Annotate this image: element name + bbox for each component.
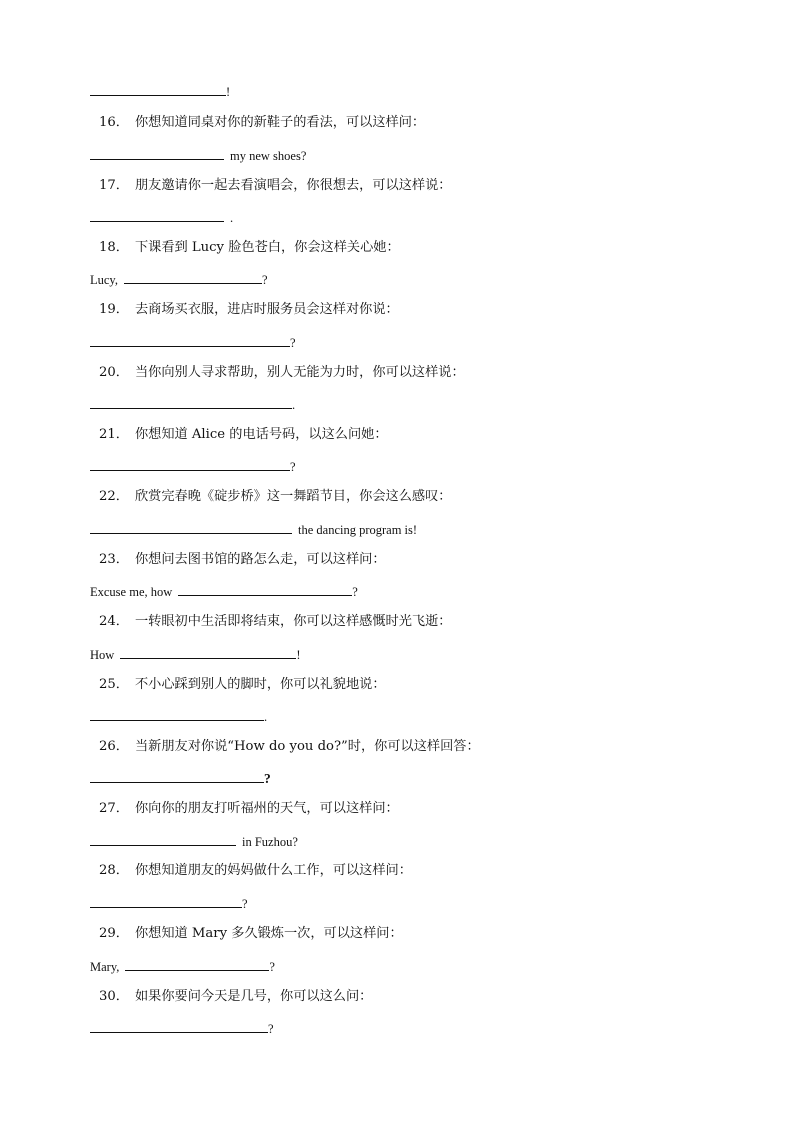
answer-line-17 bbox=[90, 208, 233, 226]
question-30 bbox=[99, 988, 372, 1006]
question-number: 18． bbox=[99, 240, 129, 255]
question-21 bbox=[99, 426, 388, 444]
answer-line-18 bbox=[90, 270, 268, 288]
question-number: 29． bbox=[99, 926, 129, 941]
question-28 bbox=[99, 862, 412, 880]
answer-blank[interactable] bbox=[90, 146, 224, 160]
question-text: 你想知道 Alice 的电话号码，以这么问她： bbox=[134, 427, 388, 442]
answer-suffix: my new shoes? bbox=[230, 149, 307, 163]
question-26 bbox=[99, 738, 480, 756]
answer-blank[interactable] bbox=[90, 707, 264, 721]
question-29 bbox=[99, 925, 403, 943]
question-number: 28． bbox=[99, 863, 129, 878]
question-number: 26． bbox=[99, 739, 129, 754]
answer-line-27 bbox=[90, 832, 298, 850]
answer-suffix: . bbox=[264, 710, 268, 724]
question-text: 当你向别人寻求帮助，别人无能为力时，你可以这样说： bbox=[134, 365, 465, 380]
answer-suffix: ? bbox=[290, 460, 296, 474]
answer-line-22 bbox=[90, 520, 417, 538]
answer-suffix: in Fuzhou? bbox=[242, 835, 298, 849]
answer-suffix: ! bbox=[296, 648, 301, 662]
question-number: 20． bbox=[99, 365, 129, 380]
answer-line-23 bbox=[90, 582, 358, 600]
question-number: 21． bbox=[99, 427, 129, 442]
question-text: 朋友邀请你一起去看演唱会，你很想去，可以这样说： bbox=[134, 178, 452, 193]
question-number: 27． bbox=[99, 801, 129, 816]
question-text: 你想问去图书馆的路怎么走，可以这样问： bbox=[134, 552, 386, 567]
question-text: 下课看到 Lucy 脸色苍白，你会这样关心她： bbox=[134, 240, 400, 255]
answer-blank[interactable] bbox=[90, 769, 264, 783]
answer-blank[interactable] bbox=[178, 582, 352, 596]
question-text: 你想知道 Mary 多久锻炼一次，可以这样问： bbox=[134, 926, 403, 941]
question-text: 欣赏完春晚《碇步桥》这一舞蹈节目，你会这么感叹： bbox=[134, 489, 452, 504]
answer-prefix: Lucy, bbox=[90, 273, 118, 287]
question-text: 去商场买衣服，进店时服务员会这样对你说： bbox=[134, 302, 399, 317]
answer-blank[interactable] bbox=[90, 457, 290, 471]
answer-line-29 bbox=[90, 957, 275, 975]
question-20 bbox=[99, 364, 465, 382]
answer-line-21 bbox=[90, 457, 296, 475]
question-number: 23． bbox=[99, 552, 129, 567]
answer-suffix: ? bbox=[242, 897, 248, 911]
question-text: 你想知道朋友的妈妈做什么工作，可以这样问： bbox=[134, 863, 412, 878]
question-19 bbox=[99, 301, 399, 319]
question-25 bbox=[99, 676, 386, 694]
answer-suffix: ? bbox=[269, 960, 275, 974]
question-number: 30． bbox=[99, 989, 129, 1004]
answer-blank[interactable] bbox=[90, 894, 242, 908]
answer-blank[interactable] bbox=[90, 520, 292, 534]
answer-suffix: . bbox=[292, 398, 296, 412]
answer-prefix: How bbox=[90, 648, 115, 662]
question-number: 24． bbox=[99, 614, 129, 629]
answer-line-20 bbox=[90, 395, 295, 413]
question-number: 16． bbox=[99, 115, 129, 130]
question-23 bbox=[99, 551, 386, 569]
question-text: 不小心踩到别人的脚时，你可以礼貌地说： bbox=[134, 677, 386, 692]
question-18 bbox=[99, 239, 400, 257]
answer-blank[interactable] bbox=[90, 82, 226, 96]
answer-suffix: . bbox=[230, 211, 234, 225]
question-number: 22． bbox=[99, 489, 129, 504]
answer-prefix: Excuse me, how bbox=[90, 585, 173, 599]
answer-blank[interactable] bbox=[90, 832, 236, 846]
answer-blank[interactable] bbox=[90, 395, 292, 409]
answer-line-16 bbox=[90, 146, 306, 164]
answer-suffix: the dancing program is! bbox=[298, 523, 418, 537]
answer-line-26 bbox=[90, 769, 271, 787]
answer-blank[interactable] bbox=[125, 957, 269, 971]
answer-line-28 bbox=[90, 894, 248, 912]
answer-line-19 bbox=[90, 333, 296, 351]
question-number: 25． bbox=[99, 677, 129, 692]
answer-prefix: Mary, bbox=[90, 960, 120, 974]
answer-line-30 bbox=[90, 1019, 274, 1037]
question-22 bbox=[99, 488, 451, 506]
question-17 bbox=[99, 177, 451, 195]
question-24 bbox=[99, 613, 451, 631]
answer-suffix: ? bbox=[290, 336, 296, 350]
answer-suffix: ? bbox=[262, 273, 268, 287]
answer-blank[interactable] bbox=[124, 270, 262, 284]
answer-line-15 bbox=[90, 82, 230, 100]
answer-suffix: ? bbox=[268, 1022, 274, 1036]
question-text: 你向你的朋友打听福州的天气，可以这样问： bbox=[134, 801, 399, 816]
question-number: 19． bbox=[99, 302, 129, 317]
answer-suffix: ? bbox=[352, 585, 358, 599]
question-text: 当新朋友对你说“How do you do?”时，你可以这样回答： bbox=[134, 739, 480, 754]
question-text: 一转眼初中生活即将结束，你可以这样感慨时光飞逝： bbox=[134, 614, 452, 629]
answer-line-25 bbox=[90, 707, 267, 725]
question-number: 17． bbox=[99, 178, 129, 193]
question-text: 如果你要问今天是几号，你可以这么问： bbox=[134, 989, 373, 1004]
answer-blank[interactable] bbox=[90, 208, 224, 222]
answer-blank[interactable] bbox=[90, 1019, 268, 1033]
question-text: 你想知道同桌对你的新鞋子的看法，可以这样问： bbox=[134, 115, 426, 130]
answer-blank[interactable] bbox=[120, 645, 296, 659]
question-27 bbox=[99, 800, 399, 818]
answer-line-24 bbox=[90, 645, 300, 663]
answer-suffix: ! bbox=[226, 85, 231, 99]
answer-suffix: ? bbox=[264, 771, 271, 786]
answer-blank[interactable] bbox=[90, 333, 290, 347]
question-16 bbox=[99, 114, 425, 132]
